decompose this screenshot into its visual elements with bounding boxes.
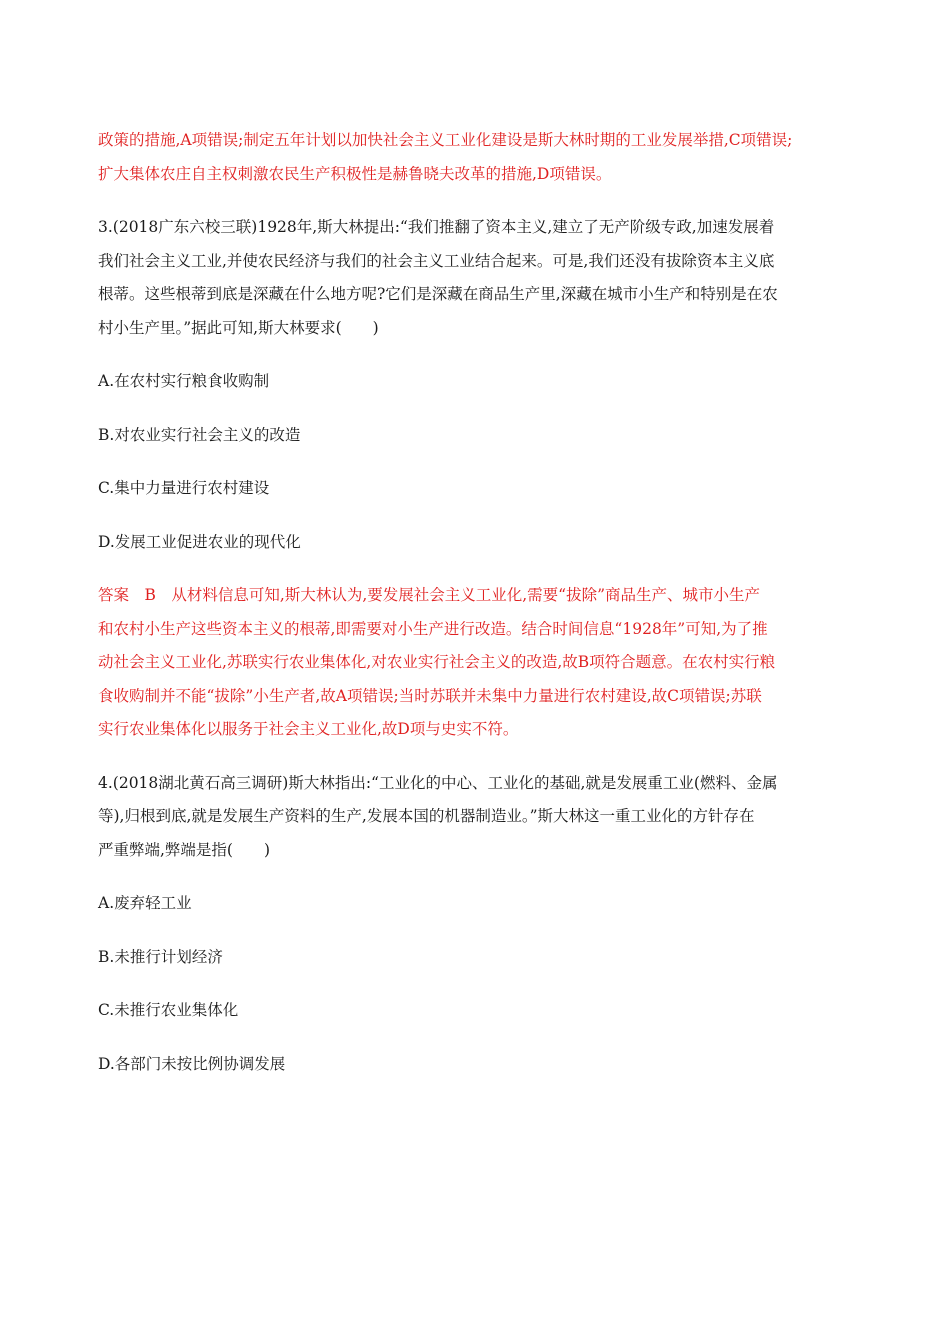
question-3 [98, 211, 858, 747]
option-b: B.对农业实行社会主义的改造 [98, 425, 301, 444]
option-c: C.集中力量进行农村建设 [98, 479, 270, 497]
question-3-answer [98, 579, 858, 747]
option-b: B.未推行计划经济 [98, 947, 223, 966]
option-a: A.废弃轻工业 [98, 894, 192, 912]
question-stem-line: 3.(2018广东六校三联)1928年,斯大林提出:“我们推翻了资本主义,建立了无产阶级专政,加速发展着 [98, 218, 775, 236]
option-c: C.未推行农业集体化 [98, 1001, 239, 1019]
option-d: D.发展工业促进农业的现代化 [98, 532, 301, 551]
question-stem-line: 根蒂。这些根蒂到底是深藏在什么地方呢?它们是深藏在商品生产里,深藏在城市小生产和特别是在农 [98, 285, 778, 303]
question-4-stem [98, 767, 858, 868]
previous-answer-continuation [98, 124, 858, 191]
answer-line: 答案 B 从材料信息可知,斯大林认为,要发展社会主义工业化,需要“拔除”商品生产、城市小生产 [98, 586, 761, 604]
question-3-stem [98, 211, 858, 345]
document-page [98, 124, 858, 1081]
previous-answer-line: 扩大集体农庄自主权刺激农民生产积极性是赫鲁晓夫改革的措施,D项错误。 [98, 164, 612, 183]
question-stem-line: 我们社会主义工业,并使农民经济与我们的社会主义工业结合起来。可是,我们还没有拔除资本主义底 [98, 251, 775, 270]
previous-answer-line: 政策的措施,A项错误;制定五年计划以加快社会主义工业化建设是斯大林时期的工业发展举措,C项错误; [98, 131, 793, 149]
question-stem-line: 严重弊端,弊端是指( ) [98, 840, 271, 859]
option-a: A.在农村实行粮食收购制 [98, 372, 270, 390]
option-d: D.各部门未按比例协调发展 [98, 1054, 286, 1073]
answer-line: 实行农业集体化以服务于社会主义工业化,故D项与史实不符。 [98, 720, 519, 738]
question-4 [98, 767, 858, 1082]
question-stem-line: 4.(2018湖北黄石高三调研)斯大林指出:“工业化的中心、工业化的基础,就是发展重工业(燃料、金属 [98, 773, 778, 792]
answer-line: 食收购制并不能“拔除”小生产者,故A项错误;当时苏联并未集中力量进行农村建设,故C项错误;苏联 [98, 686, 762, 705]
question-stem-line: 村小生产里。”据此可知,斯大林要求( ) [98, 318, 379, 337]
answer-line: 和农村小生产这些资本主义的根蒂,即需要对小生产进行改造。结合时间信息“1928年”可知,为了推 [98, 619, 768, 638]
question-stem-line: 等),归根到底,就是发展生产资料的生产,发展本国的机器制造业。”斯大林这一重工业化的方针存在 [98, 807, 755, 825]
answer-line: 动社会主义工业化,苏联实行农业集体化,对农业实行社会主义的改造,故B项符合题意。在农村实行粮 [98, 653, 776, 671]
